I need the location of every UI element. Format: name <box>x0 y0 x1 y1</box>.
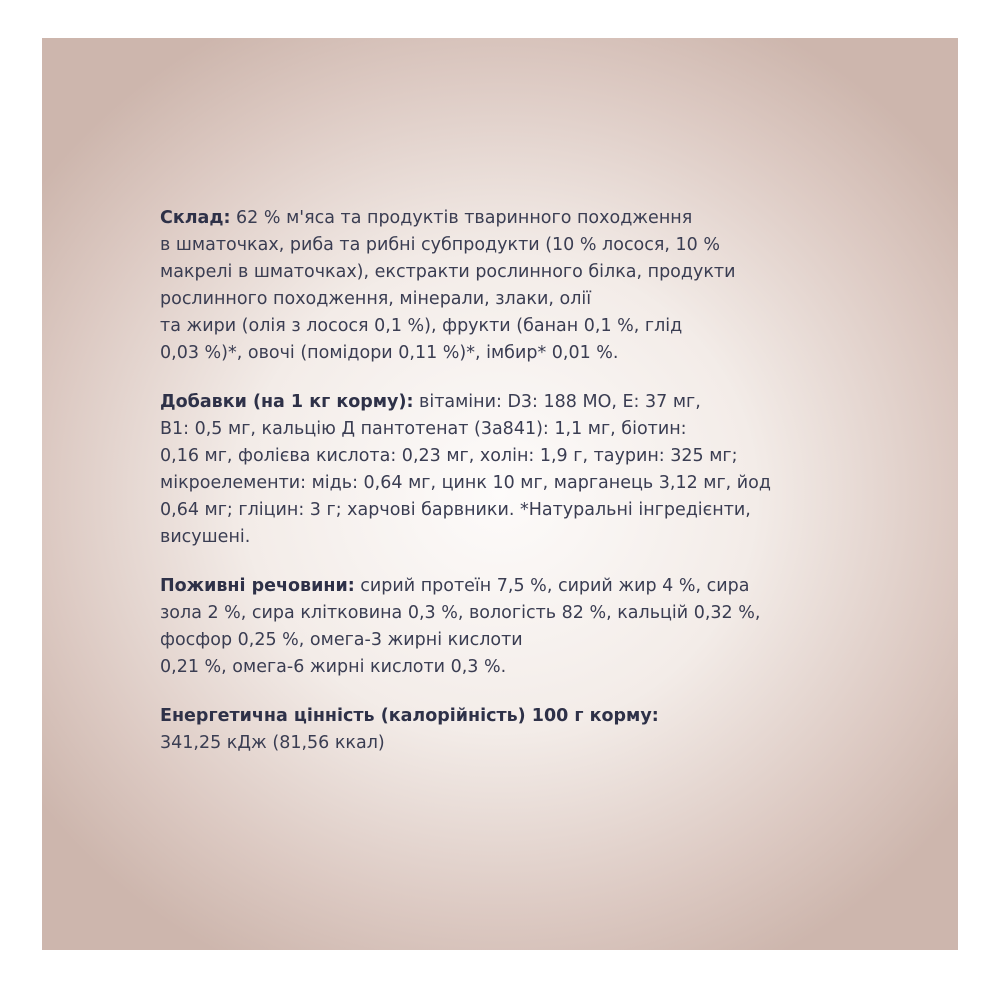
text-line <box>160 259 860 286</box>
line-text: фосфор 0,25 %, омега-3 жирні кислоти <box>160 630 523 650</box>
composition-section <box>160 205 860 367</box>
product-composition-text <box>160 205 860 779</box>
text-line <box>160 470 860 497</box>
additives-heading: Добавки (на 1 кг корму): <box>160 392 414 412</box>
line-text: сирий протеїн 7,5 %, сирий жир 4 %, сира <box>354 576 750 596</box>
text-line <box>160 232 860 259</box>
line-text: вітаміни: D3: 188 МО, Е: 37 мг, <box>413 392 701 412</box>
line-text: мікроелементи: мідь: 0,64 мг, цинк 10 мг, марганець 3,12 мг, йод <box>160 473 771 493</box>
line-text: B1: 0,5 мг, кальцію Д пантотенат (3а841): 1,1 мг, біотин: <box>160 419 687 439</box>
text-line <box>160 654 860 681</box>
text-line <box>160 443 860 470</box>
text-line <box>160 340 860 367</box>
energy-section <box>160 703 860 757</box>
line-text: та жири (олія з лосося 0,1 %), фрукти (банан 0,1 %, глід <box>160 316 683 336</box>
line-text: 0,16 мг, фолієва кислота: 0,23 мг, холін: 1,9 г, таурин: 325 мг; <box>160 446 738 466</box>
nutrients-section <box>160 573 860 681</box>
line-text: рослинного походження, мінерали, злаки, олії <box>160 289 592 309</box>
label-background-panel <box>42 38 958 950</box>
text-line <box>160 703 860 730</box>
line-text: в шматочках, риба та рибні субпродукти (10 % лосося, 10 % <box>160 235 720 255</box>
line-text: 0,21 %, омега-6 жирні кислоти 0,3 %. <box>160 657 507 677</box>
composition-heading: Склад: <box>160 208 231 228</box>
text-line <box>160 600 860 627</box>
text-line <box>160 416 860 443</box>
line-text: зола 2 %, сира клітковина 0,3 %, вологість 82 %, кальцій 0,32 %, <box>160 603 761 623</box>
text-line <box>160 389 860 416</box>
line-text: 0,03 %)*, овочі (помідори 0,11 %)*, імбир* 0,01 %. <box>160 343 619 363</box>
line-text: 0,64 мг; гліцин: 3 г; харчові барвники. *Натуральні інгредієнти, <box>160 500 751 520</box>
text-line <box>160 573 860 600</box>
text-line <box>160 313 860 340</box>
text-line <box>160 730 860 757</box>
nutrients-heading: Поживні речовини: <box>160 576 355 596</box>
text-line <box>160 497 860 524</box>
line-text: висушені. <box>160 527 251 547</box>
text-line <box>160 205 860 232</box>
text-line <box>160 627 860 654</box>
line-text: макрелі в шматочках), екстракти рослинного білка, продукти <box>160 262 736 282</box>
text-line <box>160 524 860 551</box>
line-text: 341,25 кДж (81,56 ккал) <box>160 733 385 753</box>
energy-heading: Енергетична цінність (калорійність) 100 г корму: <box>160 706 659 726</box>
line-text: 62 % м'яса та продуктів тваринного походження <box>230 208 693 228</box>
additives-section <box>160 389 860 551</box>
text-line <box>160 286 860 313</box>
